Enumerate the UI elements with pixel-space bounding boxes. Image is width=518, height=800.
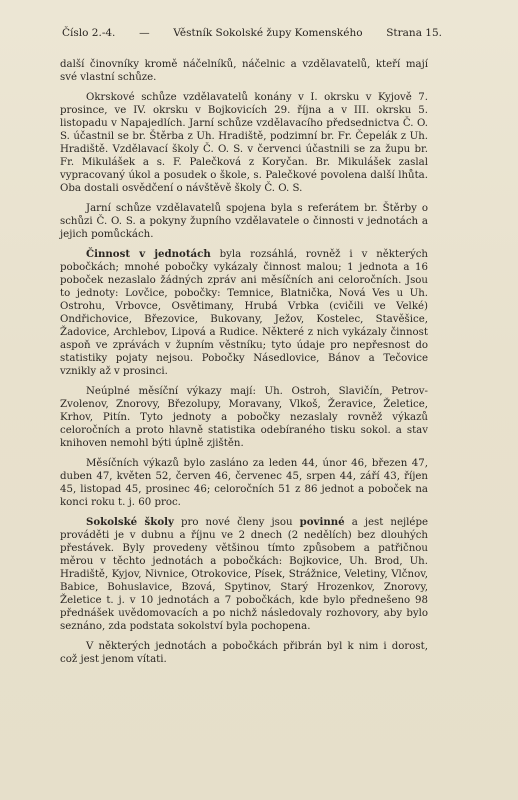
paragraph-6	[60, 457, 428, 509]
paragraph-text: pro nové členy jsou	[173, 517, 300, 528]
paragraph-text: Okrskové schůze vzdělavatelů konány v I. okrsku v Kyjově 7. prosince, ve IV. okrsku v Bojkovicích 29. října a v III. okrsku 5. listopadu v Napajedlích. Jarní schůze vzdělavacího předsednictva Č. O. S. účastnil se br. Štěrba z Uh. Hradiště, podzimní br. Fr. Čepelák z Uh. Hradiště. Vzdělavací školy Č. O. S. v červenci účastnili se za župu br. Fr. Mikulášek a s. F. Palečková z Koryčan. Br. Mikulášek zaslal vypracovaný úkol a posudek o škole, s. Palečkové povolena další lhůta. Oba dostali osvědčení o návštěvě školy Č. O. S.	[60, 92, 428, 194]
paragraph-text: Jarní schůze vzdělavatelů spojena byla s referátem br. Štěrby o schůzi Č. O. S. a pokyny župního vzdělavatele o činnosti v jednotách a jejich pomůckách.	[60, 203, 428, 240]
paragraph-7	[60, 516, 428, 633]
paragraph-8	[60, 640, 428, 666]
paragraph-text: Neúplné měsíční výkazy mají: Uh. Ostroh, Slavičín, Petrov-Zvolenov, Znorovy, Březolupy, Moravany, Vlkoš, Žeravice, Želetice, Krhov, Pitín. Tyto jednoty a pobočky nezaslaly rovněž výkazů celoročních a proto hlavně statistika odebíraného tisku sokol. a stav knihoven nemohl býti úplně zjištěn.	[60, 386, 428, 449]
paragraph-text: Měsíčních výkazů bylo zasláno za leden 44, únor 46, březen 47, duben 47, květen 52, červen 46, červenec 45, srpen 44, září 43, říjen 45, listopad 45, prosinec 46; celoročních 51 z 86 jednot a poboček na konci roku t. j. 60 proc.	[60, 458, 428, 508]
paragraph-text: byla rozsáhlá, rovněž i v některých pobočkách; mnohé pobočky vykázaly činnost malou; 1 jednota a 16 poboček nezaslalo žádných zpráv ani měsíčních ani celoročních. Jsou to jednoty: Lovčice, pobočky: Temnice, Blatnička, Nová Ves u Uh. Ostrohu, Vrbovce, Osvětimany, Hrubá Vrbka (cvičili ve Velké) Ondřichovice, Březovice, Bukovany, Ježov, Kostelec, Stavěšice, Žadovice, Archlebov, Lipová a Rudice. Některé z nich vykázaly činnost aspoň ve zprávách v župním věstníku; tyto údaje pro nepřesnost do statistiky pojaty nejsou. Pobočky Násedlovice, Bánov a Tečovice vznikly až v prosinci.	[60, 249, 428, 377]
section-heading-activity: Činnost v jednotách	[86, 248, 211, 260]
page-number: Strana 15.	[386, 27, 442, 39]
section-heading-schools: Sokolské školy	[86, 516, 174, 528]
header-dash: —	[139, 27, 150, 39]
emphasis-mandatory: povinné	[299, 516, 345, 528]
journal-title: Věstník Sokolské župy Komenského	[173, 27, 363, 39]
paragraph-3	[60, 202, 428, 241]
paragraph-text: další činovníky kromě náčelníků, náčelnic a vzdělavatelů, kteří mají své vlastní schůze.	[60, 59, 428, 83]
page-header	[62, 27, 442, 43]
paragraph-text: V některých jednotách a pobočkách přibrán byl k nim i dorost, což jest jenom vítati.	[60, 641, 428, 665]
paragraph-5	[60, 385, 428, 450]
paragraph-text: a jest nejlépe prováděti je v dubnu a říjnu ve 2 dnech (2 nedělích) bez dlouhých přestávek. Byly provedeny většinou tímto způsobem a patřičnou měrou v těchto jednotách a pobočkách: Bojkovice, Uh. Brod, Uh. Hradiště, Kyjov, Nivnice, Otrokovice, Písek, Strážnice, Veletiny, Vlčnov, Babice, Bohuslavice, Bzová, Spytinov, Starý Hrozenkov, Znorovy, Želetice t. j. v 10 jednotách a 7 pobočkách, kde bylo přednešeno 98 přednášek uvědomovacích a po nichž následovaly rozhovory, aby bylo seznáno, zda podstata sokolství byla pochopena.	[60, 517, 428, 632]
paragraph-2	[60, 91, 428, 195]
issue-number: Číslo 2.-4.	[62, 27, 116, 39]
paragraph-4	[60, 248, 428, 378]
paragraph-1	[60, 58, 428, 84]
body-text	[60, 58, 428, 673]
